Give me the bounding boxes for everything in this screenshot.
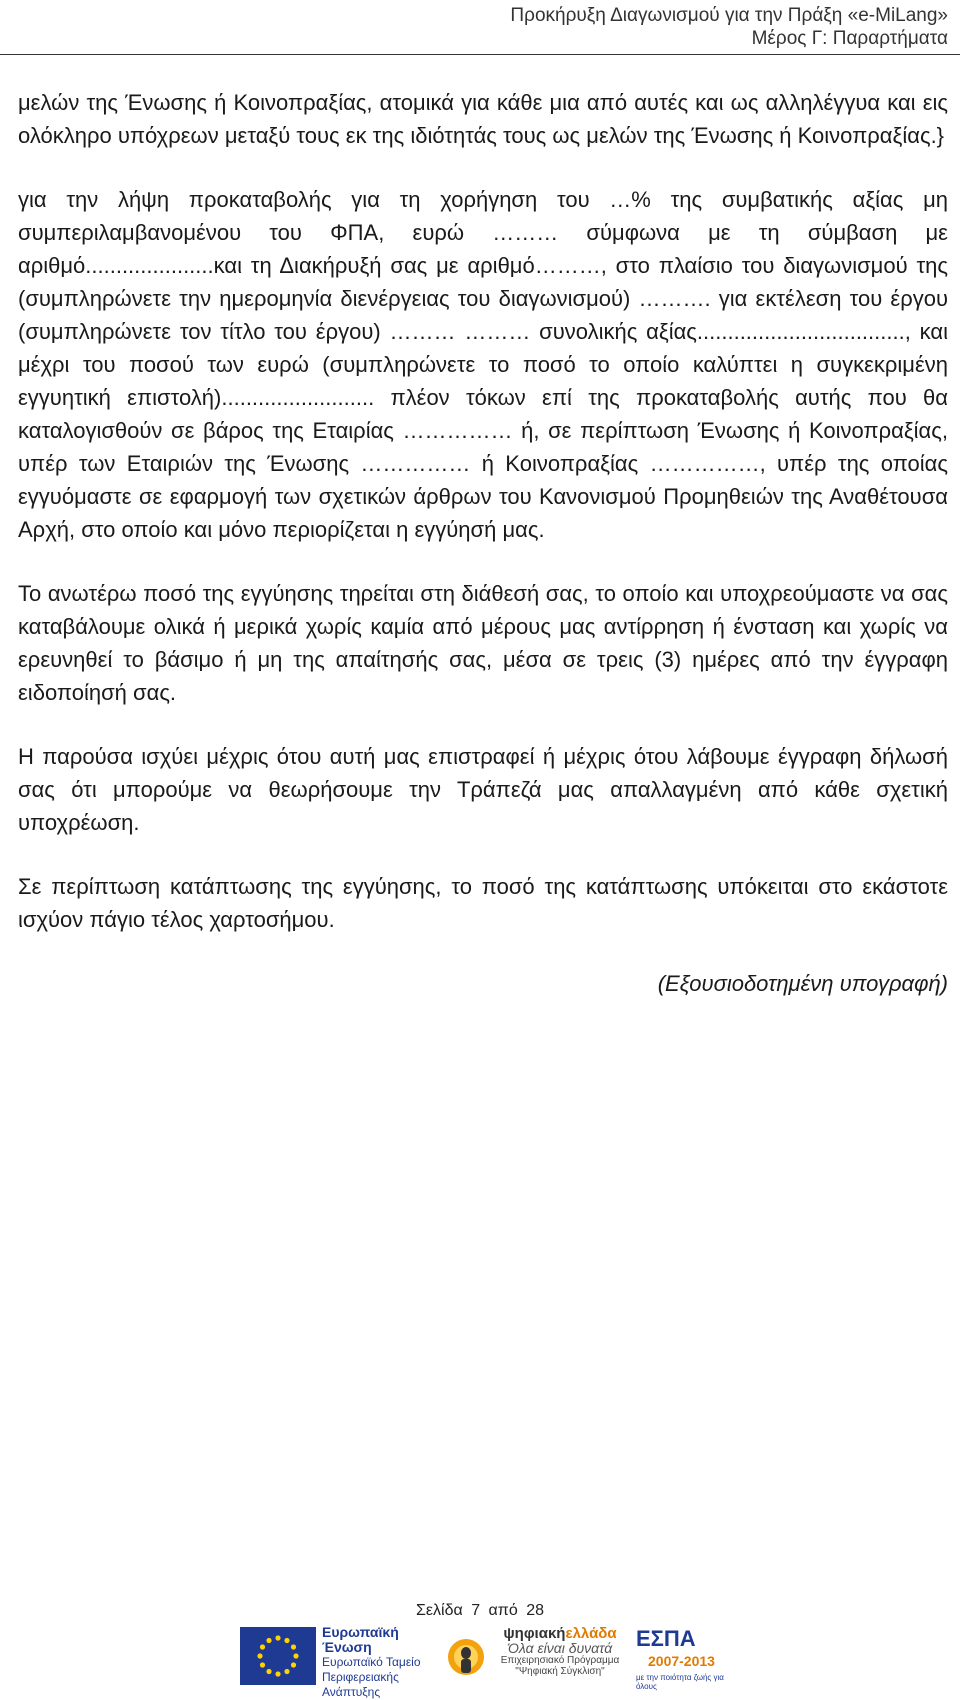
page-total: 28 — [526, 1602, 544, 1619]
page-label: Σελίδα — [416, 1602, 463, 1619]
espa-tagline: με την ποιότητα ζωής για όλους — [636, 1673, 724, 1691]
espa-mark: ΕΣΠΑ — [636, 1626, 696, 1651]
page-header — [0, 0, 960, 55]
paragraph-2: για την λήψη προκαταβολής για τη χορήγηση του …% της συμβατικής αξίας μη συμπεριλαμβανομένου του ΦΠΑ, ευρώ ……… σύμφωνα με τη σύμβαση με αριθμό.....................και τη Διακήρυξή σας με αριθμό………, στο πλαίσιο του διαγωνισμού της (συμπληρώνετε την ημερομηνία διενέργειας του διαγωνισμού) ………. για εκτέλεση του έργου (συμπληρώνετε τον τίτλο του έργου) ……… ……… συνολικής αξίας.................................., και μέχρι του ποσού των ευρώ (συμπληρώνετε το ποσό το οποίο καλύπτει η συγκεκριμένη εγγυητική επιστολή)......................... πλέον τόκων επί της προκαταβολής αυτής που θα καταλογισθούν σε βάρος της Εταιρίας …………… ή, σε περίπτωση Ένωσης ή Κοινοπραξίας, υπέρ των Εταιριών της Ένωσης …………… ή Κοινοπραξίας ……………, υπέρ της οποίας εγγυόμαστε σε εφαρμογή των σχετικών άρθρων του Κανονισμού Προμηθειών της Αναθέτουσα Αρχή, στο οποίο και μόνο περιορίζεται η εγγύησή μας. — [18, 187, 948, 542]
digital-greece-emblem-icon — [446, 1629, 486, 1685]
footer-logos — [240, 1624, 726, 1699]
page-current: 7 — [471, 1602, 481, 1619]
header-document-title: Προκήρυξη Διαγωνισμού για την Πράξη «e-MiLang» — [510, 5, 948, 26]
espa-logo — [636, 1625, 726, 1689]
digital-greece-logo — [446, 1625, 626, 1689]
header-section-title: Μέρος Γ: Παραρτήματα — [751, 28, 948, 49]
paragraph-1: μελών της Ένωσης ή Κοινοπραξίας, ατομικά για κάθε μια από αυτές και ως αλληλέγγυα και εις ολόκληρο υπόχρεων μεταξύ τους εκ της ιδιότητάς τους ως μελών της Ένωσης ή Κοινοπραξίας.} — [18, 90, 948, 148]
eu-flag-icon — [240, 1627, 316, 1685]
paragraph-3: Το ανωτέρω ποσό της εγγύησης τηρείται στη διάθεσή σας, το οποίο και υποχρεούμαστε να σας καταβάλουμε ολικά ή μερικά χωρίς καμία από μέρους μας αντίρρηση ή ένσταση και χωρίς να ερευνηθεί το βάσιμο ή μη της απαίτησής σας, μέσα σε τρεις (3) ημέρες από την έγγραφη ειδοποίησή σας. — [18, 581, 948, 705]
eu-logo — [240, 1624, 436, 1699]
espa-years: 2007-2013 — [648, 1653, 715, 1669]
authorized-signature: (Εξουσιοδοτημένη υπογραφή) — [657, 971, 948, 996]
paragraph-5: Σε περίπτωση κατάπτωσης της εγγύησης, το ποσό της κατάπτωσης υπόκειται στο εκάστοτε ισχύον πάγιο τέλος χαρτοσήμου. — [18, 874, 948, 932]
page-number — [0, 1602, 960, 1620]
paragraph-4: Η παρούσα ισχύει μέχρις ότου αυτή μας επιστραφεί ή μέχρις ότου λάβουμε έγγραφη δήλωσή σας ότι μπορούμε να θεωρήσουμε την Τράπεζά μας απαλλαγμένη από κάθε σχετική υποχρέωση. — [18, 744, 948, 835]
eu-logo-text: Ευρωπαϊκή Ένωση Ευρωπαϊκό Ταμείο Περιφερειακής Ανάπτυξης — [322, 1624, 421, 1699]
page-of: από — [488, 1602, 518, 1619]
digital-greece-text: ψηφιακήελλάδα Όλα είναι δυνατά Επιχειρησιακό Πρόγραμμα "Ψηφιακή Σύγκλιση" — [500, 1625, 620, 1677]
document-body — [18, 86, 948, 1000]
